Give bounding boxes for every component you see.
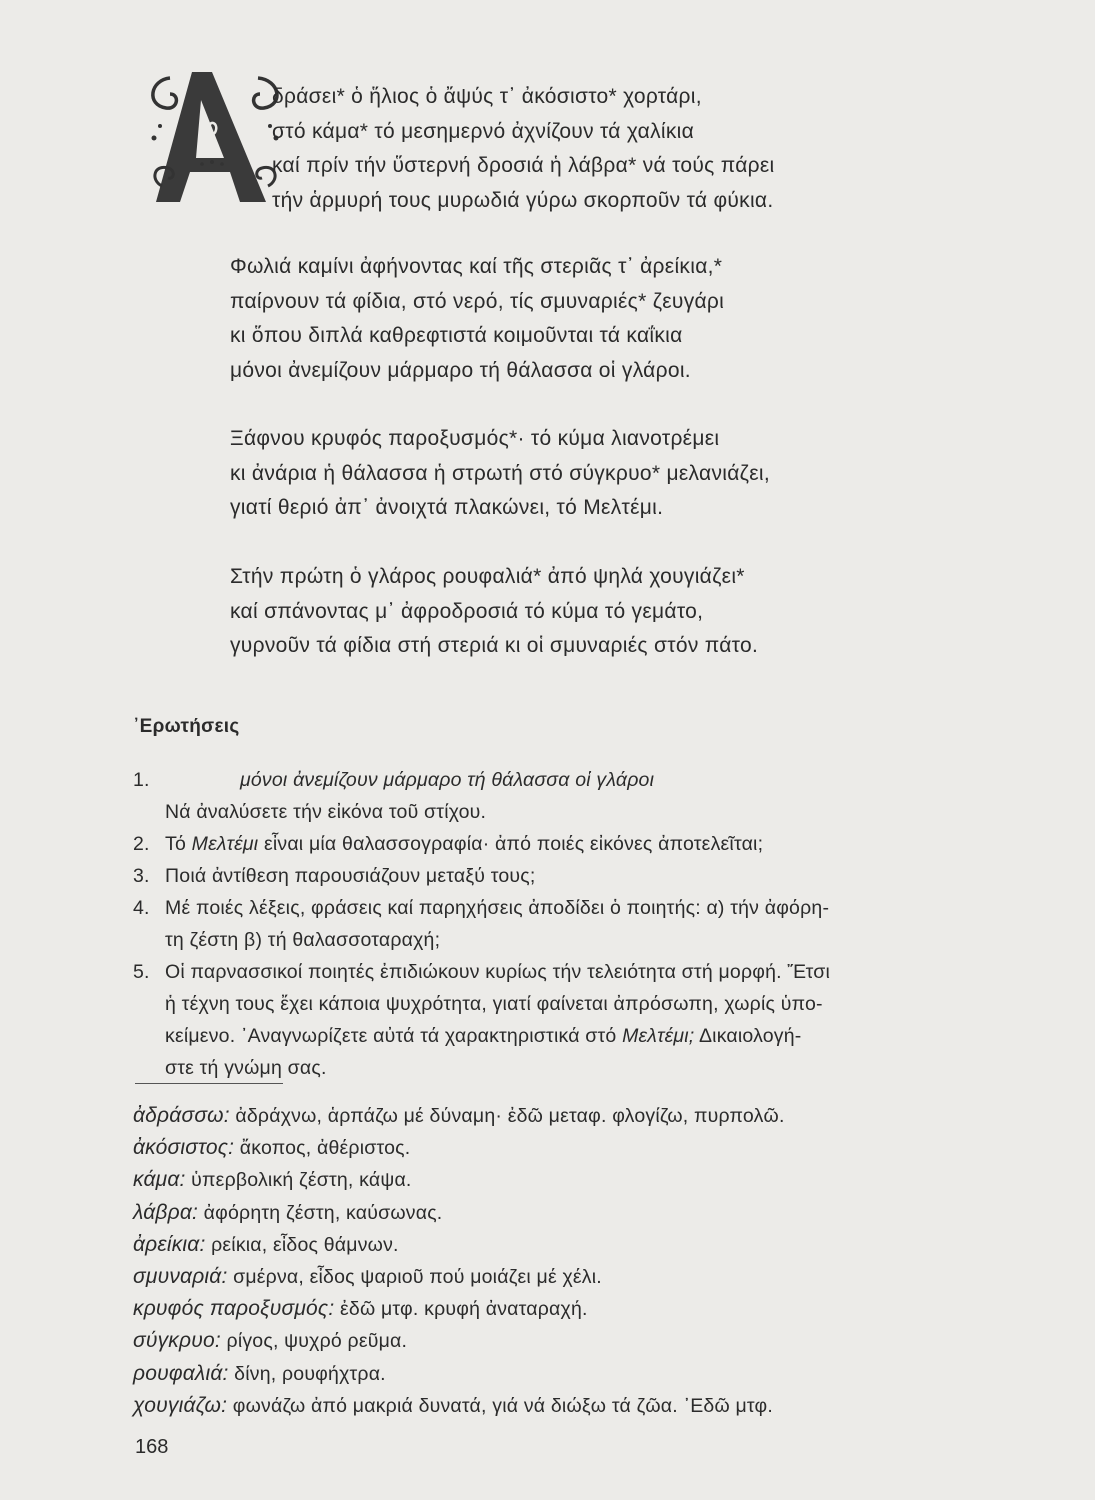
question-text: εἶναι μία θαλασσογραφία· ἀπό ποιές εἰκόνες ἀποτελεῖται; xyxy=(258,833,764,855)
question-text: Οἱ παρνασσικοί ποιητές ἐπιδιώκουν κυρίως τήν τελειότητα στή μορφή. Ἔτσι xyxy=(165,961,831,983)
poem-line: Ξάφνου κρυφός παροξυσμός*· τό κύμα λιανοτρέμει xyxy=(230,427,720,450)
poem-line: κι ὅπου διπλά καθρεφτιστά κοιμοῦνται τά καΐκια xyxy=(230,324,683,347)
question-3 xyxy=(133,860,1033,892)
glossary-definition: ἄκοπος, ἀθέριστος. xyxy=(234,1137,411,1160)
glossary-entry xyxy=(133,1358,785,1390)
poem-line: γιατί θεριό ἀπ᾿ ἀνοιχτά πλακώνει, τό Μελτέμι. xyxy=(230,496,664,519)
glossary-term: κάμα: xyxy=(133,1168,186,1192)
glossary-entry xyxy=(133,1197,785,1229)
poem-title-ref: Μελτέμι xyxy=(191,833,259,855)
glossary-definition: ὑπερβολική ζέστη, κάψα. xyxy=(185,1169,412,1192)
question-text: ἡ τέχνη τους ἔχει κάποια ψυχρότητα, γιατί φαίνεται ἀπρόσωπη, χωρίς ὑπο- xyxy=(165,993,823,1015)
glossary-term: ἀδράσσω: xyxy=(133,1104,230,1127)
questions-heading: ᾿Ερωτήσεις xyxy=(133,716,240,737)
poem-line: καί πρίν τήν ὕστερνή δροσιά ἡ λάβρα* νά τούς πάρει xyxy=(272,154,775,177)
poem-line: παίρνουν τά φίδια, στό νερό, τίς σμυναριές* ζευγάρι xyxy=(230,289,725,313)
glossary-term: σμυναριά: xyxy=(133,1265,228,1289)
glossary-definition: ρείκια, εἶδος θάμνων. xyxy=(205,1233,399,1256)
glossary-entry xyxy=(133,1261,785,1293)
footnote-divider xyxy=(135,1083,283,1084)
glossary-term: ἀκόσιστος: xyxy=(133,1136,235,1160)
glossary-definition: σμέρνα, εἶδος ψαριοῦ πού μοιάζει μέ χέλι. xyxy=(227,1266,602,1289)
glossary-entry xyxy=(133,1132,785,1164)
glossary-term: χουγιάζω: xyxy=(133,1393,228,1417)
glossary-definition: ἀδράχνω, ἁρπάζω μέ δύναμη· ἐδῶ μεταφ. φλογίζω, πυρπολῶ. xyxy=(229,1105,785,1127)
question-text: τη ζέστη β) τή θαλασσοταραχή; xyxy=(165,929,441,951)
poem-line: δράσει* ὁ ἥλιος ὁ ἄψύς τ᾿ ἀκόσιστο* χορτάρι, xyxy=(272,85,702,108)
question-4 xyxy=(133,892,1033,956)
poem-stanza-3 xyxy=(230,422,770,526)
question-verse: μόνοι ἀνεμίζουν μάρμαρο τή θάλασσα οἱ γλάροι xyxy=(240,769,655,791)
question-number: 4. xyxy=(133,897,150,919)
glossary-term: λάβρα: xyxy=(133,1200,199,1224)
poem-stanza-4 xyxy=(230,560,758,664)
question-text: Μέ ποιές λέξεις, φράσεις καί παρηχήσεις ἀποδίδει ὁ ποιητής: α) τήν ἀφόρη- xyxy=(165,897,830,919)
poem-line: γυρνοῦν τά φίδια στή στεριά κι οἱ σμυναριές στόν πάτο. xyxy=(230,634,759,657)
question-text: Τό xyxy=(165,833,192,855)
poem-line: τήν ἁρμυρή τους μυρωδιά γύρω σκορποῦν τά φύκια. xyxy=(272,188,774,212)
poem-stanza-1 xyxy=(272,80,775,218)
glossary-term: σύγκρυο: xyxy=(133,1329,221,1353)
poem-stanza-2 xyxy=(230,250,724,388)
question-text: Ποιά ἀντίθεση παρουσιάζουν μεταξύ τους; xyxy=(165,865,536,887)
poem-line: μόνοι ἀνεμίζουν μάρμαρο τή θάλασσα οἱ γλάροι. xyxy=(230,358,691,382)
glossary xyxy=(133,1100,785,1422)
question-2 xyxy=(133,828,1033,860)
glossary-definition: ἀφόρητη ζέστη, καύσωνας. xyxy=(198,1201,443,1224)
question-5 xyxy=(133,956,1033,1084)
question-number: 5. xyxy=(133,961,150,983)
glossary-definition: ἐδῶ μτφ. κρυφή ἀναταραχή. xyxy=(334,1298,588,1321)
glossary-entry xyxy=(133,1293,785,1325)
questions-list xyxy=(133,764,1033,1084)
poem-line: Στήν πρώτη ὁ γλάρος ρουφαλιά* ἀπό ψηλά χουγιάζει* xyxy=(230,565,745,588)
glossary-entry xyxy=(133,1325,785,1357)
poem-line: κι ἀνάρια ἡ θάλασσα ἡ στρωτή στό σύγκρυο* μελανιάζει, xyxy=(230,461,770,485)
glossary-definition: δίνη, ρουφήχτρα. xyxy=(228,1362,386,1385)
question-text: Νά ἀναλύσετε τήν εἰκόνα τοῦ στίχου. xyxy=(165,801,487,823)
glossary-definition: φωνάζω ἀπό μακριά δυνατά, γιά νά διώξω τά ζῶα. ᾿Εδῶ μτφ. xyxy=(227,1394,774,1417)
glossary-entry xyxy=(133,1164,785,1196)
question-number: 2. xyxy=(133,833,150,855)
poem-title-ref: Μελτέμι; xyxy=(622,1025,695,1047)
glossary-entry xyxy=(133,1390,785,1422)
dropcap-ornament xyxy=(140,60,290,210)
glossary-term: ρουφαλιά: xyxy=(133,1361,229,1385)
question-number: 3. xyxy=(133,865,150,887)
poem-line: στό κάμα* τό μεσημερνό ἀχνίζουν τά χαλίκια xyxy=(272,119,695,143)
poem-line: καί σπάνοντας μ᾿ ἀφροδροσιά τό κύμα τό γεμάτο, xyxy=(230,599,704,623)
question-text: στε τή γνώμη σας. xyxy=(165,1057,327,1079)
glossary-entry xyxy=(133,1229,785,1261)
page-number: 168 xyxy=(135,1436,169,1458)
glossary-entry xyxy=(133,1100,785,1132)
question-1 xyxy=(133,764,1033,828)
question-text: Δικαιολογή- xyxy=(694,1025,802,1047)
glossary-definition: ρίγος, ψυχρό ρεῦμα. xyxy=(220,1330,408,1353)
dropcap-alpha-icon xyxy=(140,60,290,210)
poem-line: Φωλιά καμίνι ἀφήνοντας καί τῆς στεριᾶς τ᾿ ἀρείκια,* xyxy=(230,255,723,278)
glossary-term: ἀρείκια: xyxy=(133,1232,206,1256)
glossary-term: κρυφός παροξυσμός: xyxy=(133,1297,335,1321)
question-text: κείμενο. ᾿Αναγνωρίζετε αὐτά τά χαρακτηριστικά στό xyxy=(165,1025,623,1047)
question-number: 1. xyxy=(133,769,150,791)
